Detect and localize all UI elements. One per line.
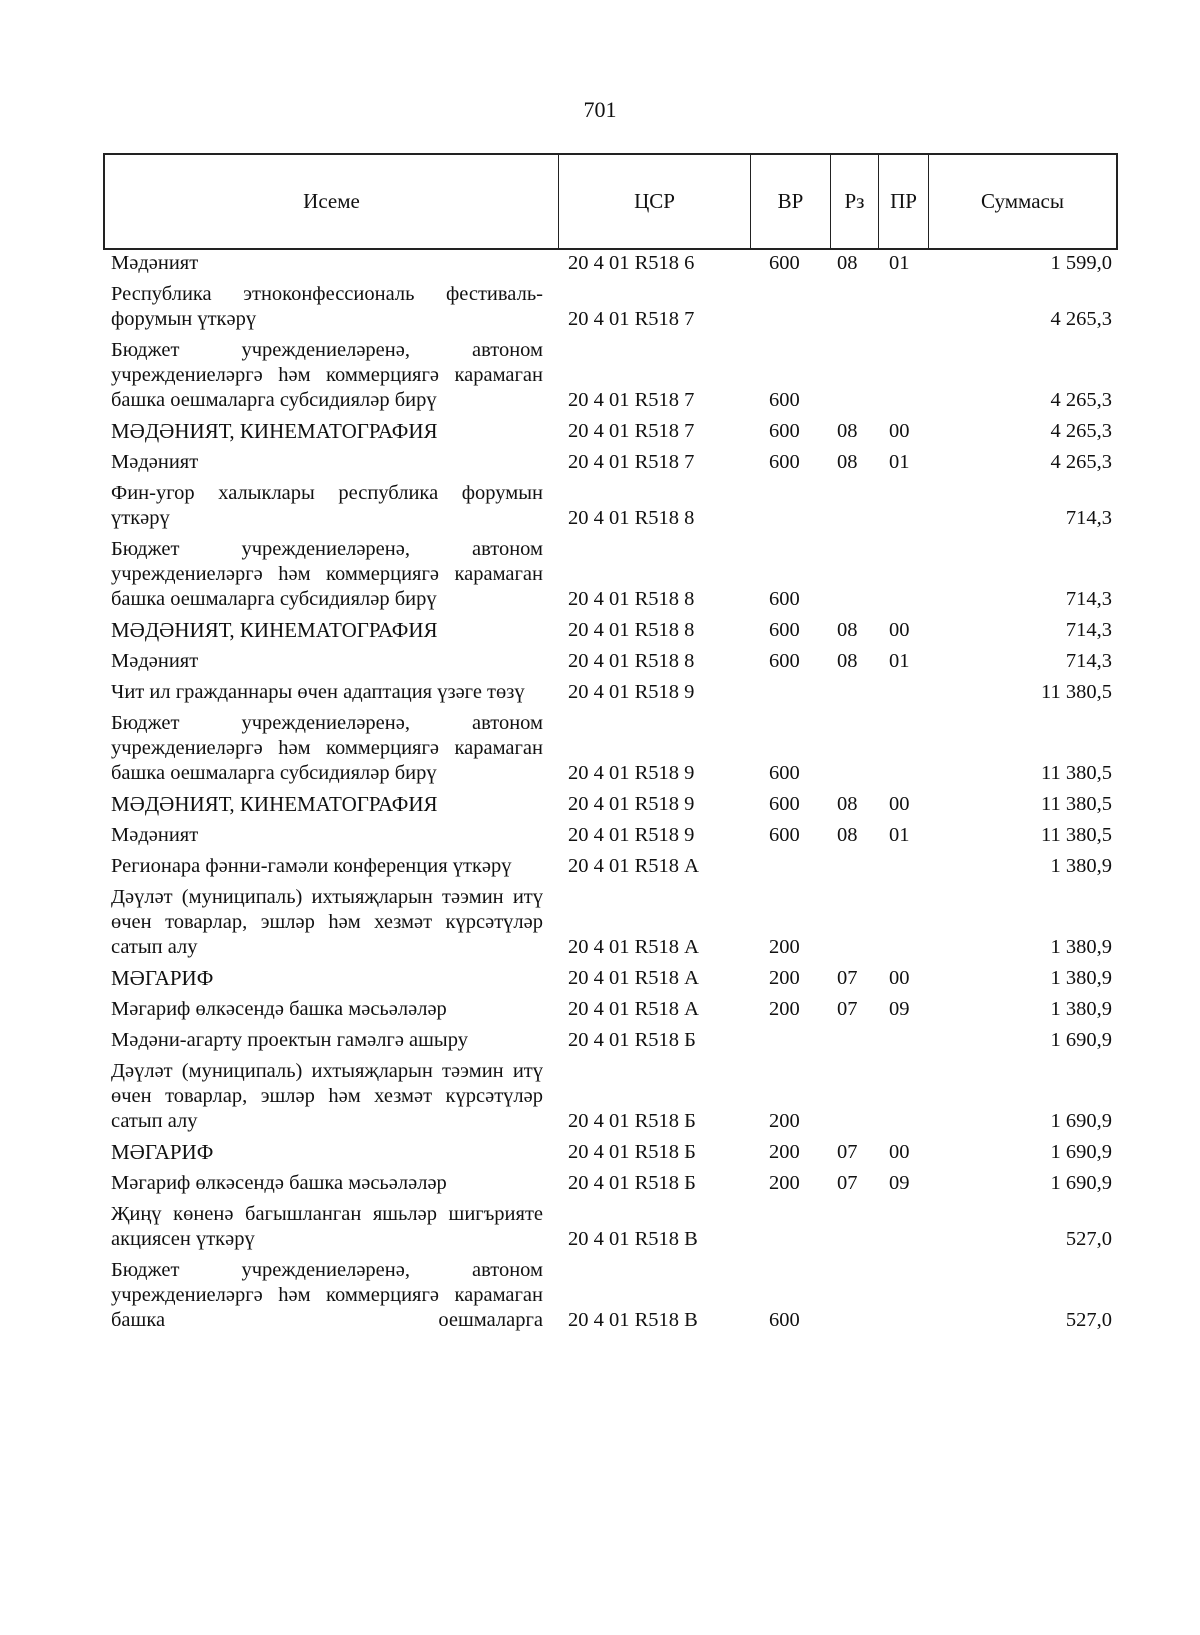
table-row [103,823,1118,854]
row-csr: 20 4 01 R518 8 [568,650,695,672]
row-vr: 600 [769,588,800,610]
table-row [103,997,1118,1028]
row-csr: 20 4 01 R518 В [568,1309,698,1331]
row-pr: 00 [889,420,910,442]
row-csr: 20 4 01 R518 9 [568,762,695,784]
table-body [103,251,1118,1339]
row-sum: 714,3 [1065,650,1112,672]
row-rz: 08 [837,420,858,442]
row-pr: 01 [889,650,910,672]
row-pr: 00 [889,967,910,989]
table-row [103,450,1118,481]
row-name: Мәгариф өлкәсендә башка мәсьәләләр [111,998,447,1020]
row-name: МӘДӘНИЯТ, КИНЕМАТОГРАФИЯ [111,618,438,642]
row-csr: 20 4 01 R518 А [568,998,699,1020]
row-name: Мәгариф өлкәсендә башка мәсьәләләр [111,1172,447,1194]
header-rz: Рз [831,155,879,248]
row-csr: 20 4 01 R518 6 [568,252,695,274]
row-sum: 714,3 [1065,507,1112,529]
row-csr: 20 4 01 R518 Б [568,1172,696,1194]
table-row [103,1140,1118,1171]
row-sum: 4 265,3 [1050,389,1112,411]
table-row [103,1028,1118,1059]
row-vr: 600 [769,824,800,846]
table-row [103,282,1118,338]
table-row [103,649,1118,680]
header-pr: ПР [879,155,929,248]
row-sum: 714,3 [1065,619,1112,641]
table-row [103,711,1118,792]
row-name: Мәдәният [111,824,199,846]
row-name: Республика этноконфессиональ фестиваль-форумын үткәрү [111,283,543,330]
table-row [103,419,1118,450]
row-vr: 600 [769,793,800,815]
table-row [103,1059,1118,1140]
table-row [103,1202,1118,1258]
row-sum: 1 690,9 [1050,1110,1112,1132]
row-pr: 01 [889,824,910,846]
table-row [103,1171,1118,1202]
row-name: МӘДӘНИЯТ, КИНЕМАТОГРАФИЯ [111,419,438,443]
table-row [103,481,1118,537]
row-sum: 11 380,5 [1041,824,1112,846]
row-name: Фин-угор халыклары республика форумын үткәрү [111,482,543,529]
row-pr: 09 [889,1172,910,1194]
row-vr: 600 [769,451,800,473]
row-vr: 600 [769,650,800,672]
row-csr: 20 4 01 R518 9 [568,793,695,815]
row-csr: 20 4 01 R518 8 [568,619,695,641]
row-pr: 00 [889,619,910,641]
table-row [103,338,1118,419]
table-row [103,618,1118,649]
row-name: Бюджет учреждениеләренә, автоном учреждениеләргә һәм коммерциягә карамаган башка оешмаларга субсидияләр бирү [111,339,543,411]
row-pr: 00 [889,793,910,815]
row-sum: 4 265,3 [1050,420,1112,442]
row-sum: 4 265,3 [1050,308,1112,330]
row-name: Мәдәният [111,451,199,473]
row-vr: 600 [769,1309,800,1331]
row-csr: 20 4 01 R518 7 [568,451,695,473]
row-csr: 20 4 01 R518 7 [568,420,695,442]
row-rz: 07 [837,1172,858,1194]
row-sum: 714,3 [1065,588,1112,610]
row-sum: 11 380,5 [1041,762,1112,784]
row-name: Дәүләт (муниципаль) ихтыяҗларын тәэмин итү өчен товарлар, эшләр һәм хезмәт күрсәтүләр сатып алу [111,1060,543,1132]
row-sum: 1 690,9 [1050,1029,1112,1051]
row-name: Дәүләт (муниципаль) ихтыяҗларын тәэмин итү өчен товарлар, эшләр һәм хезмәт күрсәтүләр сатып алу [111,886,543,958]
row-csr: 20 4 01 R518 Б [568,1110,696,1132]
row-pr: 00 [889,1141,910,1163]
row-csr: 20 4 01 R518 Б [568,1029,696,1051]
row-sum: 1 599,0 [1050,252,1112,274]
row-name: Мәдәният [111,650,199,672]
table-row [103,792,1118,823]
table-header [103,153,1118,250]
row-sum: 11 380,5 [1041,681,1112,703]
table-row [103,966,1118,997]
row-vr: 200 [769,936,800,958]
header-csr: ЦСР [559,155,751,248]
row-csr: 20 4 01 R518 А [568,936,699,958]
row-rz: 08 [837,793,858,815]
row-vr: 600 [769,420,800,442]
row-csr: 20 4 01 R518 Б [568,1141,696,1163]
row-sum: 4 265,3 [1050,451,1112,473]
row-rz: 08 [837,650,858,672]
header-sum: Суммасы [981,189,1064,213]
row-rz: 08 [837,252,858,274]
row-vr: 600 [769,762,800,784]
row-csr: 20 4 01 R518 7 [568,389,695,411]
table-row [103,1258,1118,1339]
row-csr: 20 4 01 R518 А [568,855,699,877]
row-sum: 1 690,9 [1050,1141,1112,1163]
table-row [103,537,1118,618]
page-number: 701 [583,97,617,122]
row-csr: 20 4 01 R518 В [568,1228,698,1250]
row-sum: 1 380,9 [1050,936,1112,958]
row-vr: 200 [769,998,800,1020]
table-row [103,251,1118,282]
row-csr: 20 4 01 R518 8 [568,507,695,529]
row-vr: 200 [769,1172,800,1194]
row-vr: 200 [769,1110,800,1132]
row-pr: 09 [889,998,910,1020]
row-name: МӘГАРИФ [111,1140,214,1164]
row-csr: 20 4 01 R518 9 [568,681,695,703]
row-name: Чит ил гражданнары өчен адаптация үзәге төзү [111,681,525,703]
row-vr: 600 [769,252,800,274]
row-rz: 08 [837,619,858,641]
row-sum: 1 380,9 [1050,967,1112,989]
row-name: МӘГАРИФ [111,966,214,990]
row-name: Бюджет учреждениеләренә, автоном учреждениеләргә һәм коммерциягә карамаган башка оешмаларга субсидияләр бирү [111,538,543,610]
header-name: Исеме [105,155,559,248]
row-rz: 08 [837,824,858,846]
row-vr: 200 [769,967,800,989]
row-vr: 600 [769,619,800,641]
row-name: Җиңү көненә багышланган яшьләр шигърияте акциясен үткәрү [111,1203,543,1250]
row-rz: 08 [837,451,858,473]
row-name: МӘДӘНИЯТ, КИНЕМАТОГРАФИЯ [111,792,438,816]
row-sum: 1 380,9 [1050,855,1112,877]
header-vr: ВР [751,155,831,248]
row-csr: 20 4 01 R518 9 [568,824,695,846]
row-csr: 20 4 01 R518 7 [568,308,695,330]
table-row [103,854,1118,885]
row-vr: 200 [769,1141,800,1163]
row-name: Мәдәният [111,252,199,274]
row-pr: 01 [889,252,910,274]
row-csr: 20 4 01 R518 8 [568,588,695,610]
table-row [103,680,1118,711]
row-name: Регионара фәнни-гамәли конференция үткәрү [111,855,512,877]
table-row [103,885,1118,966]
row-sum: 527,0 [1065,1309,1112,1331]
row-name: Бюджет учреждениеләренә, автоном учреждениеләргә һәм коммерциягә карамаган башка оешмаларга субсидияләр бирү [111,712,543,784]
row-name: Мәдәни-агарту проектын гамәлгә ашыру [111,1029,468,1051]
row-rz: 07 [837,967,858,989]
row-pr: 01 [889,451,910,473]
row-name: Бюджет учреждениеләренә, автоном учреждениеләргә һәм коммерциягә карамаган башка оешмаларга [111,1259,543,1331]
row-rz: 07 [837,998,858,1020]
row-sum: 527,0 [1065,1228,1112,1250]
row-vr: 600 [769,389,800,411]
row-rz: 07 [837,1141,858,1163]
row-csr: 20 4 01 R518 А [568,967,699,989]
row-sum: 1 380,9 [1050,998,1112,1020]
row-sum: 1 690,9 [1050,1172,1112,1194]
row-sum: 11 380,5 [1041,793,1112,815]
